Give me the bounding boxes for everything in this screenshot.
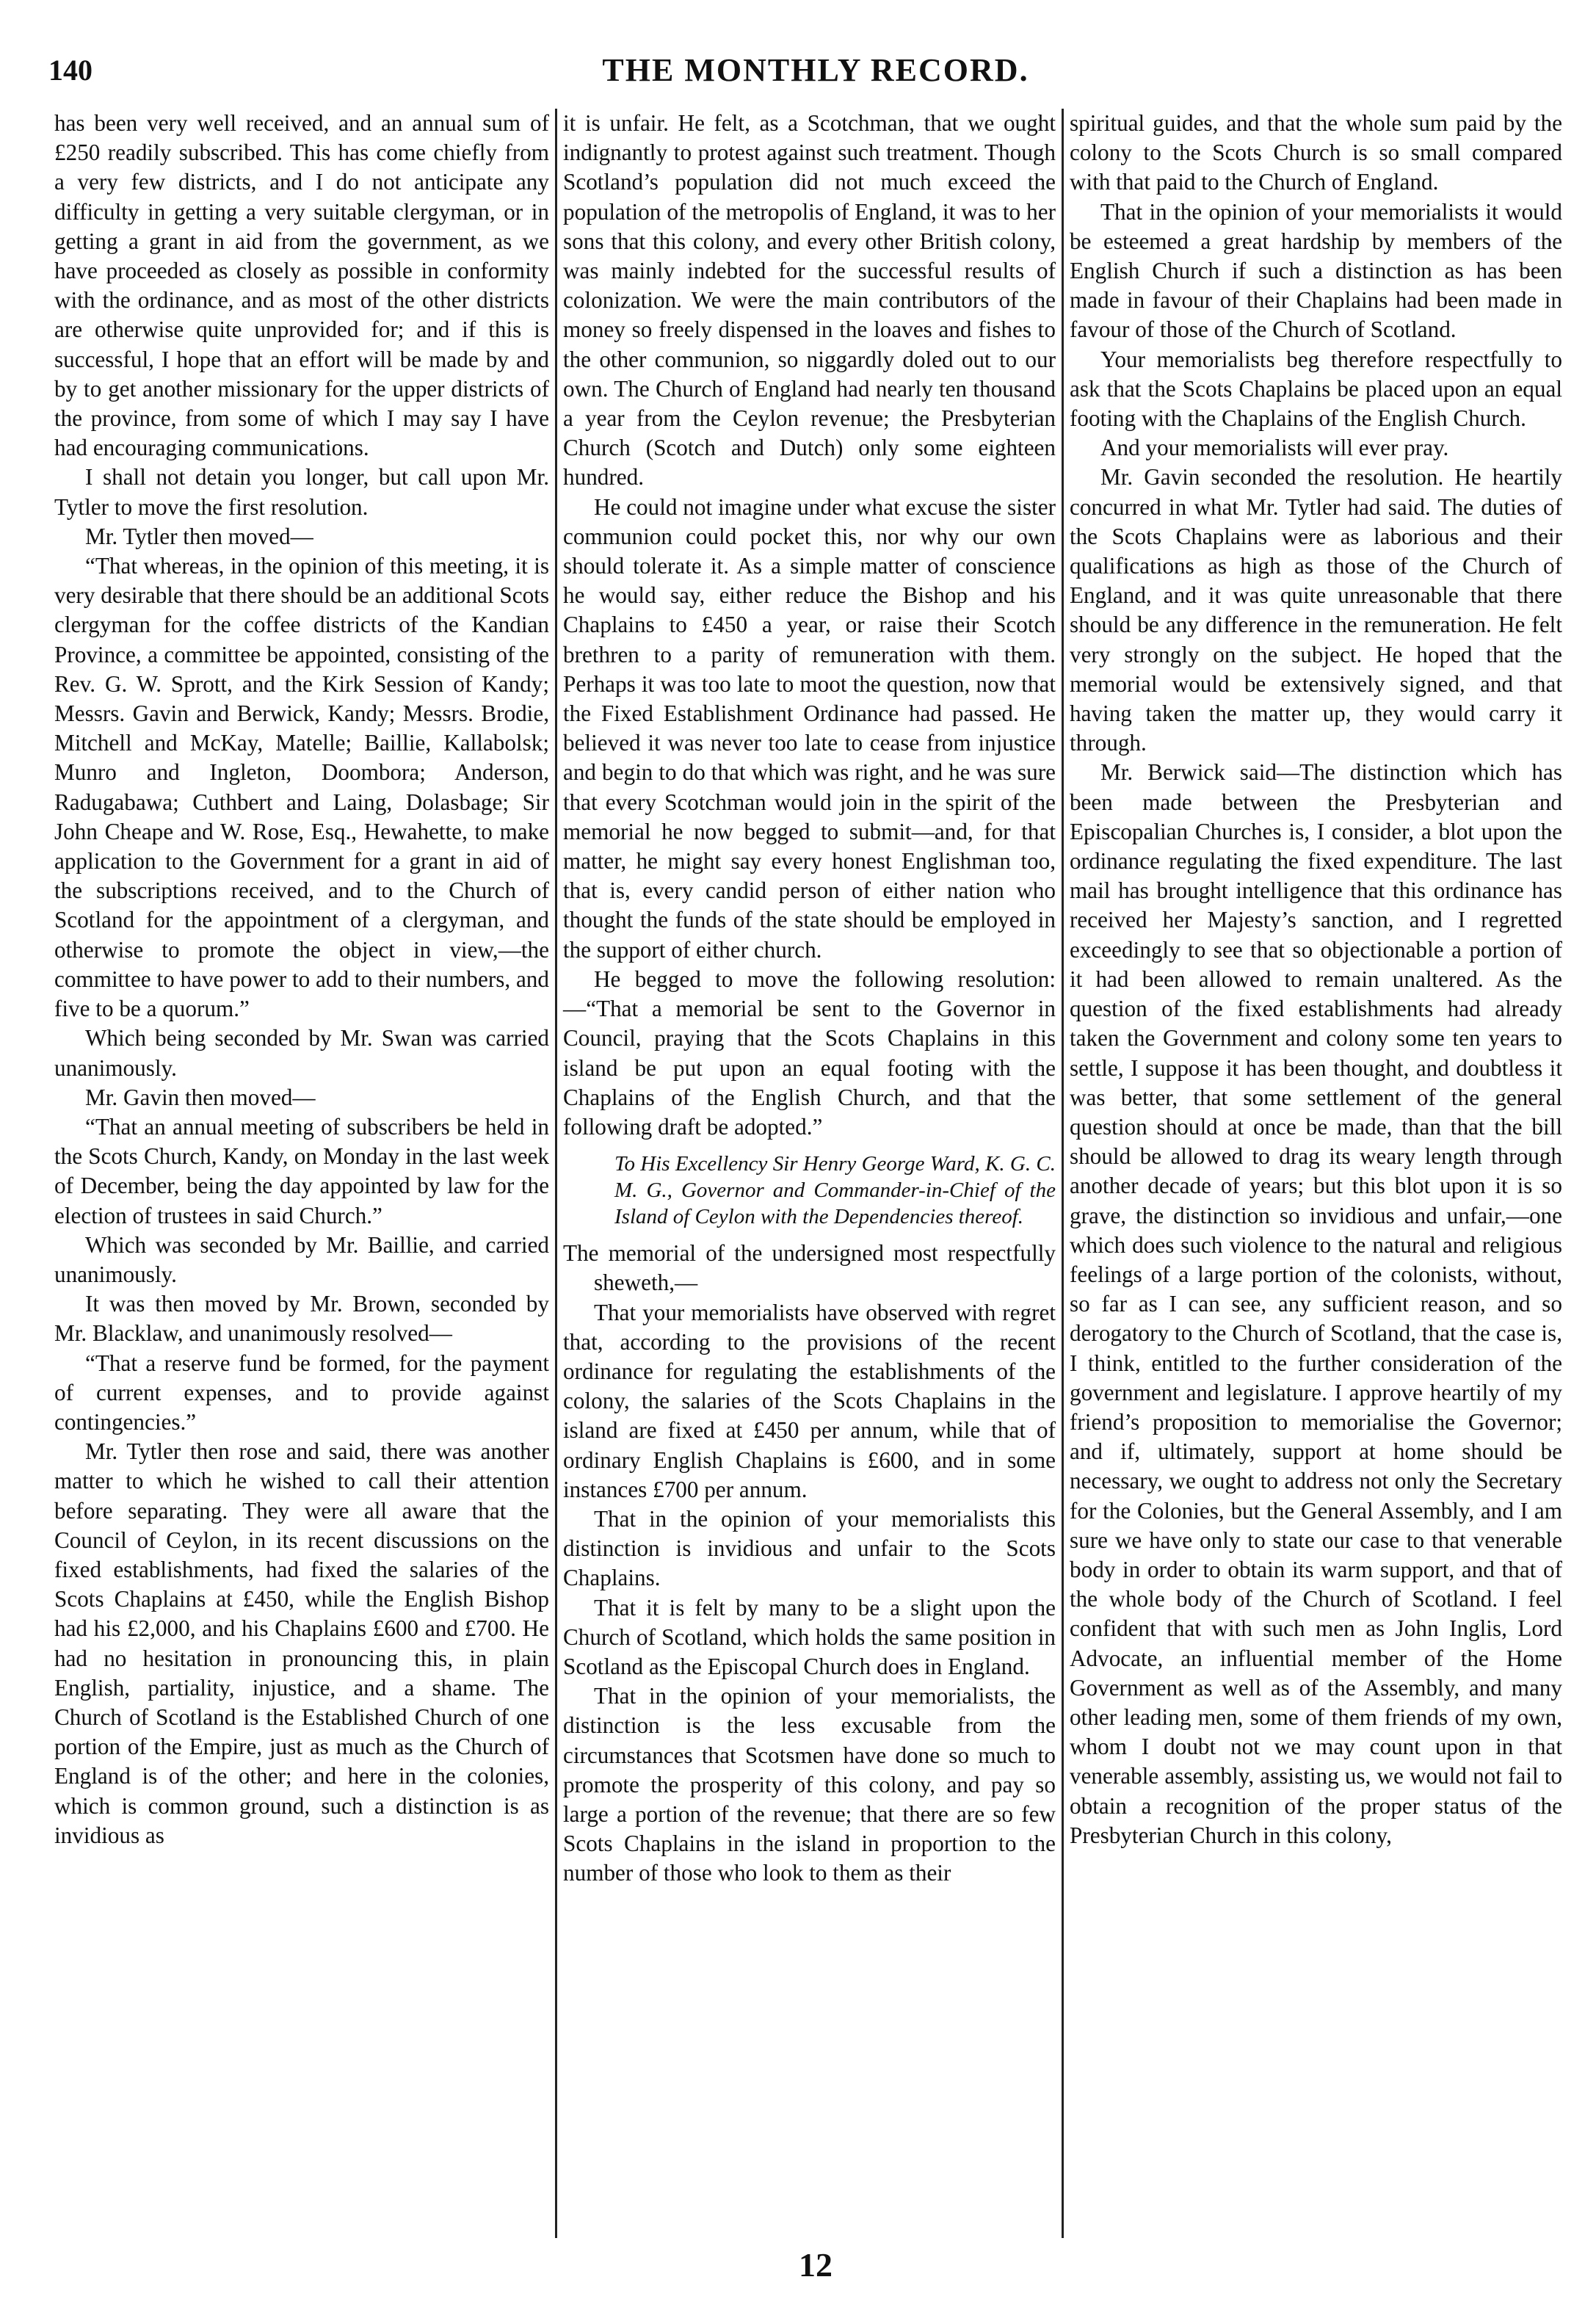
paragraph: That in the opinion of your memorialists, the distinction is the less excusable from the circumstances that Scotsmen have done so much to promote the prosperity of this colony, and pay so large a portion of the revenue; that there are so few Scots Chaplains in the island in proportion to the number of those who look to them as their <box>563 1683 1056 1886</box>
paragraph: Mr. Gavin then moved— <box>85 1084 316 1110</box>
column-middle <box>555 109 1062 2238</box>
resolution-quote: “That whereas, in the opinion of this meeting, it is very desirable that there should be an additional Scots clergyman for the coffee districts of the Kandian Province, a committee be appointed, consisting of the Rev. G. W. Sprott, and the Kirk Session of Kandy; Messrs. Gavin and Berwick, Kandy; Messrs. Brodie, Mitchell and McKay, Matelle; Baillie, Kallabolsk; Munro and Ingleton, Doombora; Anderson, Radugabawa; Cuthbert and Laing, Dolasbage; Sir John Cheape and W. Rose, Esq., Hewahette, to make application to the Government for a grant in aid of the subscriptions received, and to the Church of Scotland for the appointment of a clergyman, and otherwise to promote the object in view,—the committee to have power to add to their numbers, and five to be a quorum.” <box>54 553 549 1022</box>
column-right <box>1062 109 1568 2238</box>
column-left <box>48 109 555 2238</box>
paragraph: That it is felt by many to be a slight upon the Church of Scotland, which holds the same position in Scotland as the Episcopal Church does in England. <box>563 1594 1056 1679</box>
paragraph: spiritual guides, and that the whole sum paid by the colony to the Scots Church is so small compared with that paid to the Church of England. <box>1070 110 1562 195</box>
paragraph: it is unfair. He felt, as a Scotchman, that we ought indignantly to protest against such treatment. Though Scotland’s population did not much exceed the population of the metropolis of England, it was to her sons that this colony, and every other British colony, was mainly indebted for the successful results of colonization. We were the main contributors of the money so freely dispensed in the loaves and fishes to the other communion, so niggardly doled out to our own. The Church of England had nearly ten thousand a year from the Ceylon revenue; the Presbyterian Church (Scotch and Dutch) only some eighteen hundred. <box>563 110 1056 490</box>
paragraph: I shall not detain you longer, but call upon Mr. Tytler to move the first resolution. <box>54 464 549 520</box>
paragraph: He begged to move the following resolution:—“That a memorial be sent to the Governor in Council, praying that the Scots Chaplains in this island be put upon an equal footing with the Chaplains of the English Church, and that the following draft be adopted.” <box>563 966 1056 1140</box>
paragraph: And your memorialists will ever pray. <box>1100 435 1449 461</box>
paragraph: That in the opinion of your memorialists it would be esteemed a great hardship by members of the English Church if such a distinction as has been made in favour of their Chaplains had been made in favour of those of the Church of Scotland. <box>1070 198 1562 343</box>
paragraph: The memorial of the undersigned most respectfully sheweth,— <box>563 1240 1056 1296</box>
paragraph: Mr. Berwick said—The distinction which has been made between the Presbyterian and Episcopalian Churches is, I consider, a blot upon the ordinance regulating the fixed expenditure. The last mail has brought intelligence that this ordinance has received her Majesty’s sanction, and I regretted exceedingly to see that so objectionable a portion of it had been allowed to remain unaltered. As the question of the fixed establishments had already taken the Government and colony some ten years to settle, I suppose it has been thought, and doubtless it was better, that some settlement of the general question should at once be made, than that the bill should be allowed to drag its weary length through another decade of years; but this blot upon it is so grave, the distinction so invidious and unfair,—one which does such violence to the natural and religious feelings of a large portion of the colonists, without, so far as I can see, any sufficient reason, and so derogatory to the Church of Scotland, that the case is, I think, entitled to the further consideration of the government and legislature. I approve heartily of my friend’s proposition to memorialise the Governor; and if, ultimately, support at home should be necessary, we ought to address not only the Secretary for the Colonies, but the General Assembly, and I am sure we have only to state our case to that venerable body in order to obtain its warm support, and that of the whole body of the Church of Scotland. I feel confident that with such men as John Inglis, Lord Advocate, an influential member of the Home Government as well as of the Assembly, and many other leading men, some of them friends of my own, whom I doubt not we may count upon in that venerable assembly, assisting us, we would not fail to obtain a recognition of the proper status of the Presbyterian Church in this colony, <box>1070 759 1562 1848</box>
paragraph: Which being seconded by Mr. Swan was carried unanimously. <box>54 1025 549 1081</box>
paragraph: Mr. Tytler then moved— <box>85 523 313 549</box>
paragraph: It was then moved by Mr. Brown, seconded by Mr. Blacklaw, and unanimously resolved— <box>54 1291 549 1347</box>
page-number: 140 <box>48 54 93 87</box>
paragraph: That your memorialists have observed with regret that, according to the provisions of the recent ordinance for regulating the establishments of the colony, the salaries of the Scots Chaplains in the island are fixed at £450 per annum, while that of ordinary English Chaplains is £600, and in some instances £700 per annum. <box>563 1299 1056 1502</box>
paragraph: Mr. Tytler then rose and said, there was another matter to which he wished to call their attention before separating. They were all aware that the Council of Ceylon, in its recent discussions on the fixed establishments, had fixed the salaries of the Scots Chaplains at £450, while the English Bishop had his £2,000, and his Chaplains £600 and £700. He had no hesitation in pronouncing this, in plain English, partiality, injustice, and a shame. The Church of Scotland is the Established Church of one portion of the Empire, just as much as the Church of England is of the other; and here in the colonies, which is common ground, such a distinction is as invidious as <box>54 1438 549 1848</box>
resolution-quote: “That an annual meeting of subscribers be held in the Scots Church, Kandy, on Monday in the last week of December, being the day appointed by law for the election of trustees in said Church.” <box>54 1113 549 1228</box>
paragraph: That in the opinion of your memorialists this distinction is invidious and unfair to the Scots Chaplains. <box>563 1505 1056 1591</box>
resolution-quote: “That a reserve fund be formed, for the payment of current expenses, and to provide against contingencies.” <box>54 1350 549 1435</box>
paragraph: He could not imagine under what excuse the sister communion could pocket this, nor why our own should tolerate it. As a simple matter of conscience he would say, either reduce the Bishop and his Chaplains to £450 a year, or raise their Scotch brethren to a parity of remuneration with them. Perhaps it was too late to moot the question, now that the Fixed Establishment Ordinance had passed. He believed it was never too late to cease from injustice and begin to do that which was right, and he was sure that every Scotchman would join in the spirit of the memorial he now begged to submit—and, for that matter, he might say every honest Englishman too, that is, every candid person of either nation who thought the funds of the state should be employed in the support of either church. <box>563 493 1056 963</box>
paragraph: Your memorialists beg therefore respectfully to ask that the Scots Chaplains be placed upon an equal footing with the Chaplains of the English Church. <box>1070 346 1562 432</box>
signature-mark: 12 <box>799 2246 833 2284</box>
running-title: THE MONTHLY RECORD. <box>602 52 1029 88</box>
paragraph: has been very well received, and an annual sum of £250 readily subscribed. This has come chiefly from a very few districts, and I do not anticipate any difficulty in getting a very suitable clergyman, or in getting a grant in aid from the government, as we have proceeded as closely as possible in conformity with the ordinance, and as most of the other districts are otherwise quite unprovided for; and if this is successful, I hope that an effort will be made by and by to get another missionary for the upper districts of the province, from some of which I may say I have had encouraging communications. <box>54 110 549 461</box>
text-columns <box>48 109 1583 2238</box>
memorial-address: To His Excellency Sir Henry George Ward, K. G. C. M. G., Governor and Commander-in-Chief of the Island of Ceylon with the Dependencies thereof. <box>614 1152 1056 1229</box>
paragraph: Mr. Gavin seconded the resolution. He heartily concurred in what Mr. Tytler had said. The duties of the Scots Chaplains were as laborious and their qualifications as high as those of the Church of England, and it was quite unreasonable that there should be any difference in the remuneration. He felt very strongly on the subject. He hoped that the memorial would be extensively signed, and that having taken the matter up, they would carry it through. <box>1070 464 1562 756</box>
page <box>48 51 1583 2291</box>
paragraph: Which was seconded by Mr. Baillie, and carried unanimously. <box>54 1231 549 1287</box>
page-header <box>48 51 1583 103</box>
